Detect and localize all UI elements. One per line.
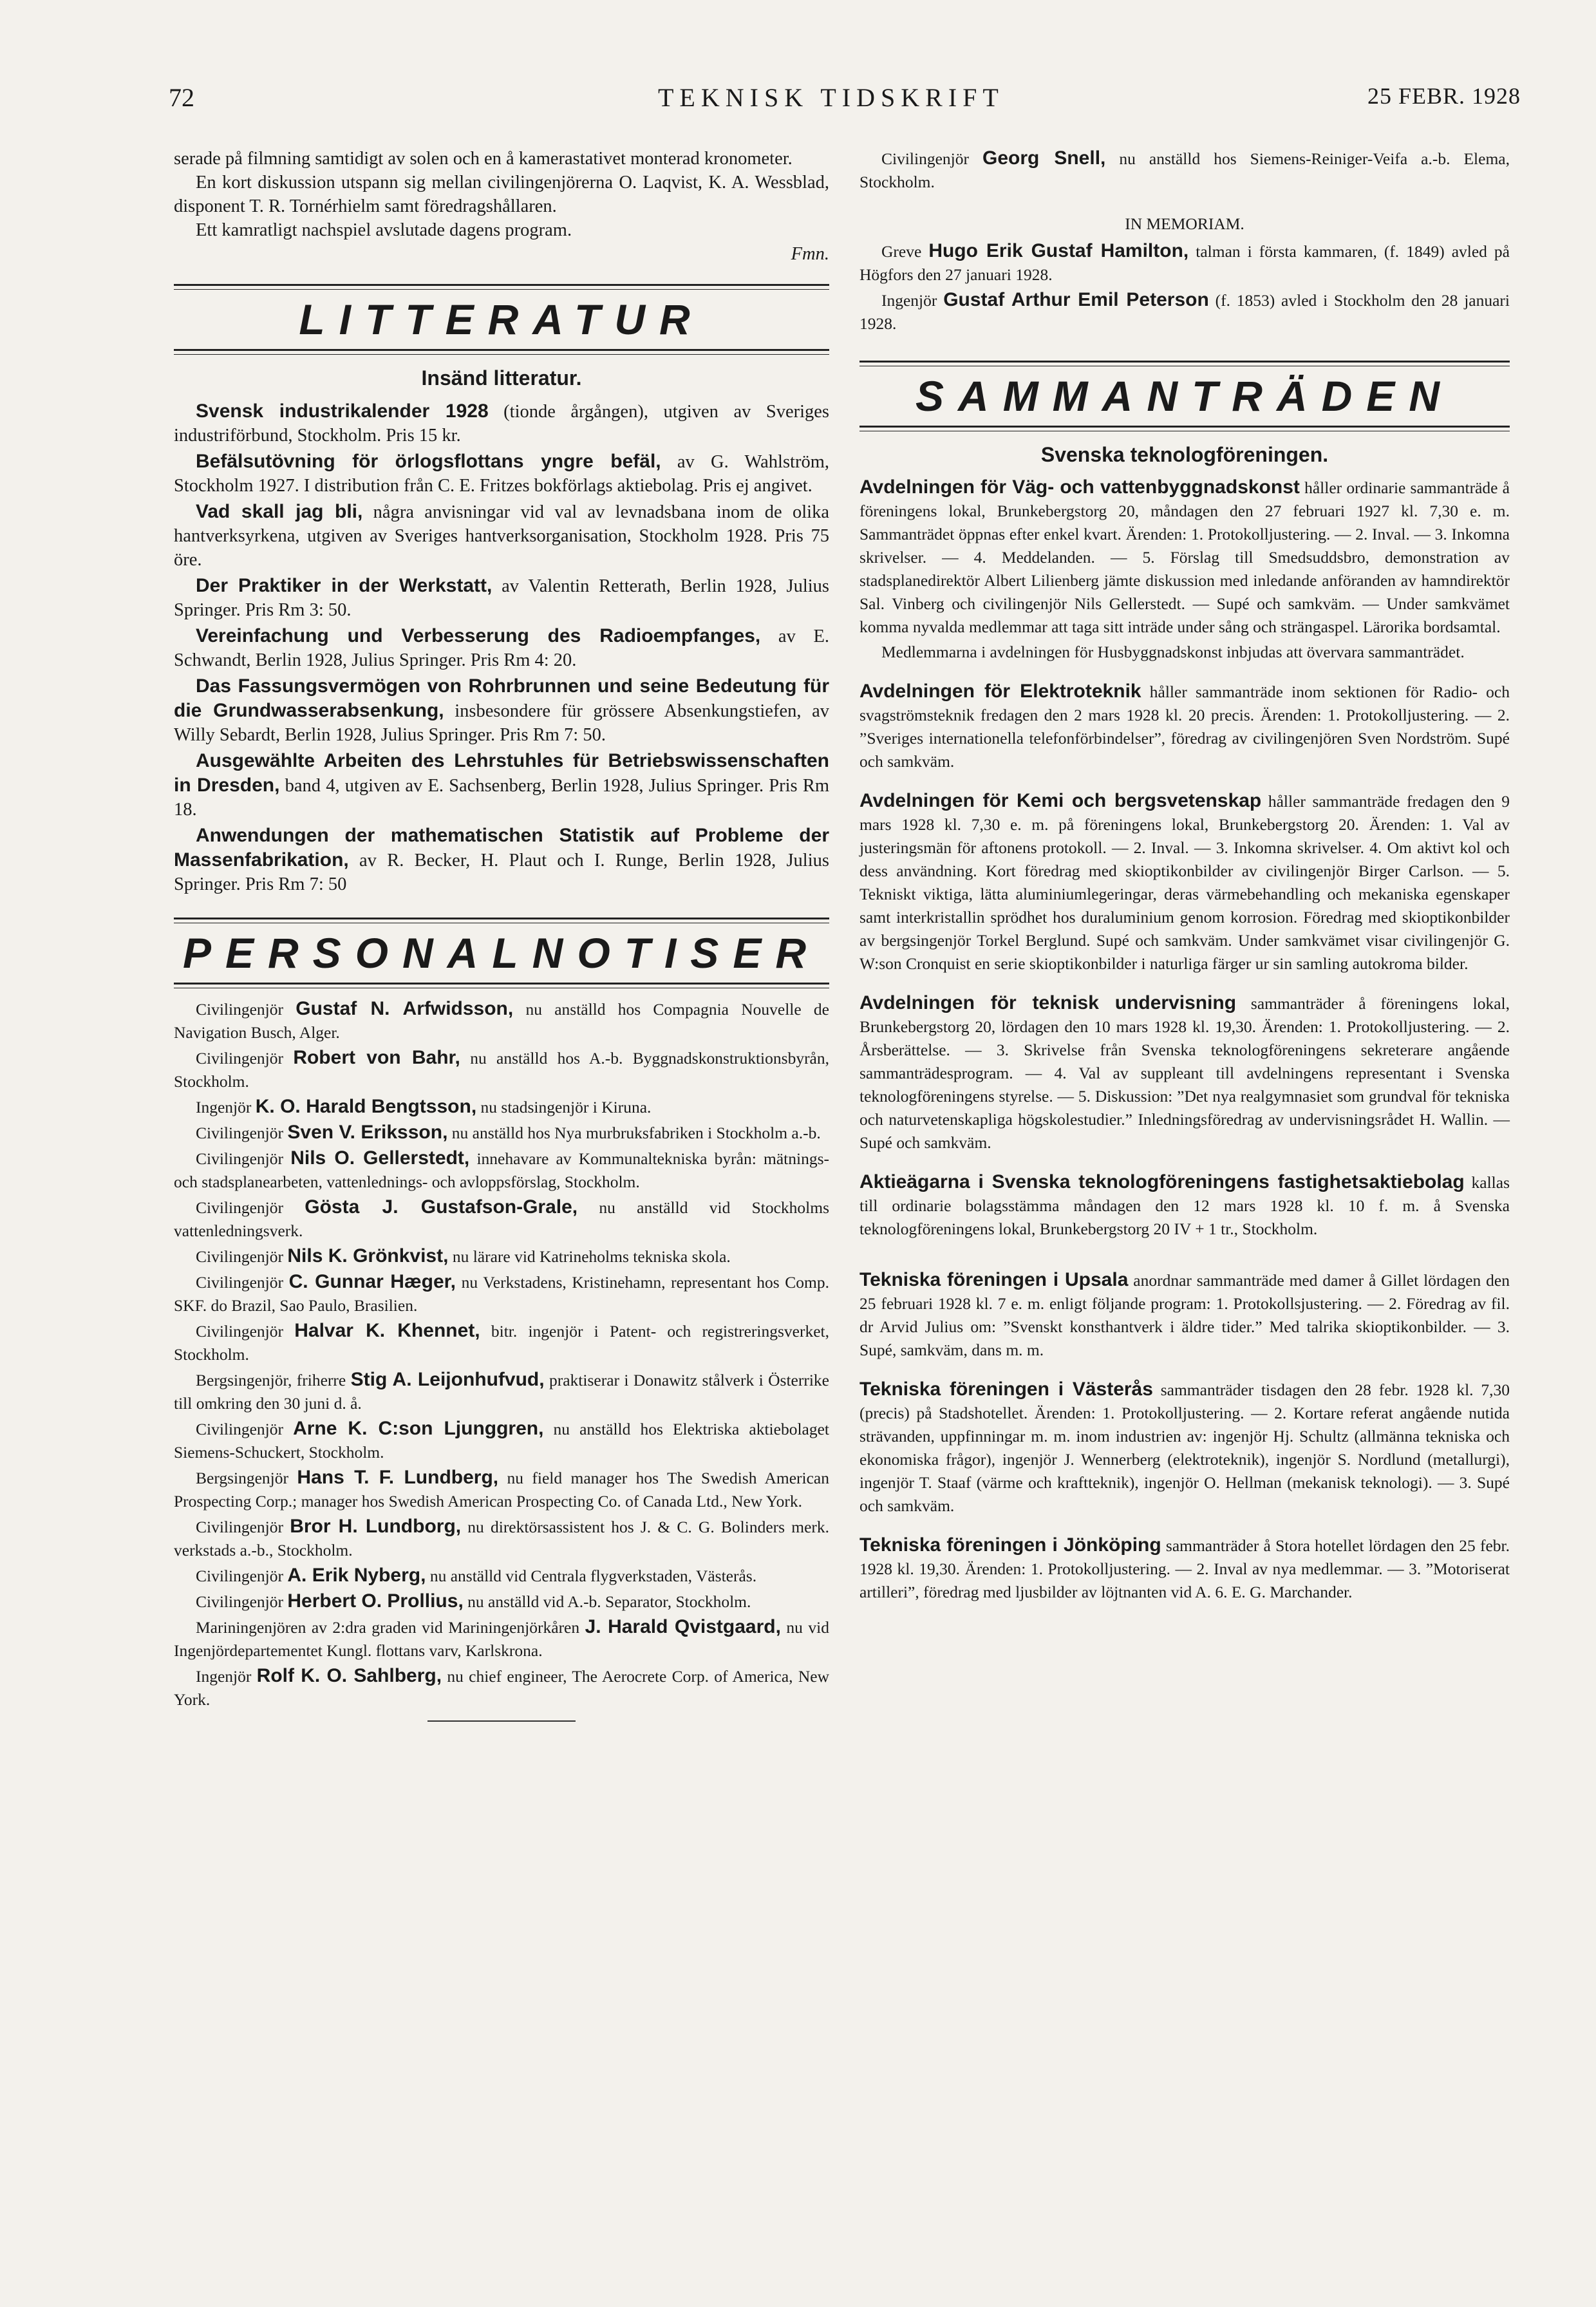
intro-paragraph: Ett kamratligt nachspiel avslutade dagens program. xyxy=(196,220,572,240)
personal-item: Civilingenjör Arne K. C:son Ljunggren, nu anställd hos Elektriska aktiebolaget Siemens-Schuckert, Stockholm. xyxy=(174,1418,829,1462)
personal-item: Ingenjör K. O. Harald Bengtsson, nu stadsingenjör i Kiruna. xyxy=(196,1096,652,1117)
intro-paragraph: serade på filmning samtidigt av solen och en å kamerastativet monterad kronometer. xyxy=(174,149,793,169)
section-rule xyxy=(174,983,829,988)
personal-item: Civilingenjör Robert von Bahr, nu anställd hos A.-b. Byggnadskonstruktionsbyrån, Stockholm. xyxy=(174,1047,830,1091)
page-header xyxy=(169,82,1521,121)
personal-list xyxy=(174,997,829,1711)
personal-item: Civilingenjör Georg Snell, nu anställd hos Siemens-Reiniger-Veifa a.-b. Elema, Stockholm. xyxy=(859,147,1510,191)
meeting-item: Avdelningen för Väg- och vattenbyggnadskonst håller ordinarie sammanträde å föreningens lokal, Brunkebergstorg 20, måndagen den 27 februari 1927 kl. 7,30 e. m. Sammanträdet öppnas efter enkel kvart. Ärenden: 1. Protokolljustering. — 2. Inval. — 3. Inkomna skrivelser. — 4. Meddelanden. — 5. Förslag till Smedsuddsbro, demonstration av stadsplanedirektör Albert Lilienberg jämte diskussion med inledande anföranden av hamndirektör Sal. Vinberg och civilingenjör Nils Gellerstedt. — Supé och samkväm. — Under samkvämet komma nyvalda medlemmar att taga sitt inträde under sång och strängaspel. Lärorika bordsamtal. xyxy=(859,476,1510,636)
section-rule xyxy=(174,918,829,923)
personal-item: Civilingenjör Sven V. Eriksson, nu anställd hos Nya murbruksfabriken i Stockholm a.-b. xyxy=(196,1122,821,1143)
memoriam-item: Greve Hugo Erik Gustaf Hamilton, talman i första kammaren, (f. 1849) avled på Högfors den 27 januari 1928. xyxy=(859,240,1510,284)
signature: Fmn. xyxy=(791,244,829,264)
meeting-note: Medlemmarna i avdelningen för Husbyggnadskonst inbjudas att övervara sammanträdet. xyxy=(881,643,1465,661)
literature-list xyxy=(174,399,829,896)
subsection-heading: Svenska teknologföreningen. xyxy=(1040,443,1329,466)
section-rule xyxy=(859,361,1510,366)
issue-date: 25 FEBR. 1928 xyxy=(1367,83,1521,109)
personal-item: Bergsingenjör, friherre Stig A. Leijonhufvud, praktiserar i Donawitz stålverk i Österrike till omkring den 30 juni d. å. xyxy=(174,1369,829,1413)
end-rule xyxy=(427,1720,576,1722)
section-banner-litteratur: LITTERATUR xyxy=(299,296,704,343)
literature-item: Befälsutövning för örlogsflottans yngre befäl, av G. Wahlström, Stockholm 1927. I distribution från C. E. Fritzes bokförlags aktiebolag. Pris ej angivet. xyxy=(174,451,829,496)
right-column xyxy=(859,147,1510,1606)
literature-item: Svensk industrikalender 1928 (tionde årgången), utgiven av Sveriges industriförbund, Stockholm. Pris 15 kr. xyxy=(174,400,830,446)
section-rule xyxy=(174,349,829,355)
meeting-item: Tekniska föreningen i Västerås sammanträder tisdagen den 28 febr. 1928 kl. 7,30 (precis) på Stadshotellet. Ärenden: 1. Protokolljustering. — 2. Kortare referat angående nutida strävanden, uppfinningar m. m. inom industrien av: ingenjör Hj. Schultz (allmänna tekniska och ekonomiska frågor), ingenjör J. Wennerberg (elektroteknik), ingenjör S. Nordlund (metallurgi), ingenjör T. Staaf (värme och kraftteknik), ingenjör O. Hellman (mekanisk teknologi). — 3. Supé och samkväm. xyxy=(859,1379,1510,1515)
literature-item: Ausgewählte Arbeiten des Lehrstuhles für Betriebswissenschaften in Dresden, band 4, utgiven av E. Sachsenberg, Berlin 1928, Julius Springer. Pris Rm 18. xyxy=(174,750,830,820)
personal-item: Ingenjör Rolf K. O. Sahlberg, nu chief engineer, The Aerocrete Corp. of America, New York. xyxy=(174,1665,829,1709)
memoriam-item: Ingenjör Gustaf Arthur Emil Peterson (f. 1853) avled i Stockholm den 28 januari 1928. xyxy=(859,289,1510,333)
intro-paragraph: En kort diskussion utspann sig mellan civilingenjörerna O. Laqvist, K. A. Wessblad, disponent T. R. Tornérhielm samt föredragshållaren. xyxy=(174,173,829,216)
personal-item: Civilingenjör C. Gunnar Hæger, nu Verkstadens, Kristinehamn, representant hos Comp. SKF. do Brazil, Sao Paulo, Brasilien. xyxy=(174,1271,829,1315)
meeting-item: Avdelningen för teknisk undervisning sammanträder å föreningens lokal, Brunkebergstorg 20, lördagen den 10 mars 1928 kl. 19,30. Ärenden: 1. Protokolljustering. — 2. Årsberättelse. — 3. Skrivelse från Svenska teknologföreningens sekreterare angående sammanträdesprogram. — 4. Val av suppleant till avdelningens representant i Svenska teknologföreningens styrelse. — 5. Diskussion: ”Det nya realgymnasiet som grundval för tekniska och naturvetenskapliga högskolestudier.” Inledningsföredrag av undervisningsrådet H. Wallin. — Supé och samkväm. xyxy=(859,992,1510,1152)
section-rule xyxy=(174,284,829,290)
left-column xyxy=(174,147,829,1722)
personal-item: Bergsingenjör Hans T. F. Lundberg, nu field manager hos The Swedish American Prospecting Corp.; manager hos Swedish American Prospecting Co. of Canada Ltd., New York. xyxy=(174,1467,829,1511)
literature-item: Vereinfachung und Verbesserung des Radioempfanges, av E. Schwandt, Berlin 1928, Julius Springer. Pris Rm 4: 20. xyxy=(174,625,829,670)
literature-item: Vad skall jag bli, några anvisningar vid val av levnadsbana inom de olika hantverksyrkena, utgiven av Sveriges hantverksorganisation, Stockholm 1928. Pris 75 öre. xyxy=(174,501,829,570)
meeting-item: Avdelningen för Elektroteknik håller sammanträde inom sektionen för Radio- och svagströmsteknik fredagen den 2 mars 1928 kl. 20 precis. Ärenden: 1. Protokolljustering. — 2. ”Sveriges internationella telefonförbindelser”, föredrag av civilingenjören Sven Nordström. Supé och samkväm. xyxy=(859,681,1510,771)
personal-item: Civilingenjör Bror H. Lundborg, nu direktörsassistent hos J. & C. G. Bolinders merk. verkstads a.-b., Stockholm. xyxy=(174,1516,830,1559)
journal-title: TEKNISK TIDSKRIFT xyxy=(658,83,1004,112)
section-banner-sammantraden: SAMMANTRÄDEN xyxy=(915,372,1454,420)
personal-item: Civilingenjör Nils K. Grönkvist, nu lärare vid Katrineholms tekniska skola. xyxy=(196,1245,731,1266)
section-rule xyxy=(859,426,1510,431)
meeting-item: Avdelningen för Kemi och bergsvetenskap håller sammanträde fredagen den 9 mars 1928 kl. 7,30 e. m. på föreningens lokal, Brunkebergstorg 20. Ärenden: 1. Val av justeringsmän för aftonens protokoll. — 2. Inval. — 3. Inkomna skrivelser. 4. Om aktivt kol och dess användning. Kort föredrag med skioptikonbilder av civilingenjör Birger Carlson. — 5. Tekniskt viktiga, lätta aluminiumlegeringar, deras värmebehandling och mekaniska egenskaper samt interkristallin sprödhet hos duraluminium genom korrosion. Föredrag med skioptikonbilder av bergsingenjör Torkel Berglund. Supé och samkväm. Under samkvämet visar civilingenjör G. W:son Cronquist en serie skioptikonbilder i naturliga färger ur sin samling autokroma bilder. xyxy=(859,790,1510,973)
page-number: 72 xyxy=(169,83,194,112)
literature-item: Der Praktiker in der Werkstatt, av Valentin Retterath, Berlin 1928, Julius Springer. Pris Rm 3: 50. xyxy=(174,575,829,620)
meeting-item: Tekniska föreningen i Upsala anordnar sammanträde med damer å Gillet lördagen den 25 februari 1928 kl. 7 e. m. enligt följande program: 1. Protokollsjustering. — 2. Föredrag av fil. dr Arvid Julius om: ”Svenskt konsthantverk i äldre tider.” Med talrika skioptikonbilder. — 3. Supé, samkväm, dans m. m. xyxy=(859,1269,1510,1359)
memoriam-heading: IN MEMORIAM. xyxy=(1125,214,1244,233)
personal-item: Civilingenjör A. Erik Nyberg, nu anställd vid Centrala flygverkstaden, Västerås. xyxy=(196,1565,757,1586)
personal-item: Mariningenjören av 2:dra graden vid Mariningenjörkåren J. Harald Qvistgaard, nu vid Ingenjördepartementet Kungl. flottans varv, Karlskrona. xyxy=(174,1616,830,1660)
personal-item: Civilingenjör Gösta J. Gustafson-Grale, nu anställd vid Stockholms vattenledningsverk. xyxy=(174,1196,830,1240)
personal-item: Civilingenjör Halvar K. Khennet, bitr. ingenjör i Patent- och registreringsverket, Stockholm. xyxy=(174,1320,829,1364)
subsection-heading: Insänd litteratur. xyxy=(421,366,582,390)
personal-item: Civilingenjör Nils O. Gellerstedt, innehavare av Kommunaltekniska byrån: mätnings- och stadsplanearbeten, vattenlednings- och avloppsförslag, Stockholm. xyxy=(174,1147,829,1191)
personal-item: Civilingenjör Herbert O. Prollius, nu anställd vid A.-b. Separator, Stockholm. xyxy=(196,1590,751,1612)
personal-item: Civilingenjör Gustaf N. Arfwidsson, nu anställd hos Compagnia Nouvelle de Navigation Busch, Alger. xyxy=(174,998,829,1042)
meeting-list xyxy=(859,476,1510,1604)
literature-item: Das Fassungsvermögen von Rohrbrunnen und seine Bedeutung für die Grundwasserabsenkung, insbesondere für grössere Absenkungstiefen, av Willy Sebardt, Berlin 1928, Julius Springer. Pris Rm 7: 50. xyxy=(174,675,829,745)
section-banner-personalnotiser: PERSONALNOTISER xyxy=(182,929,821,977)
meeting-item: Tekniska föreningen i Jönköping sammanträder å Stora hotellet lördagen den 25 febr. 1928 kl. 19,30. Ärenden: 1. Protokolljustering. — 2. Inval av nya medlemmar. — 3. ”Motoriserat artilleri”, föredrag med ljusbilder av löjtnanten vid A. 6. E. G. Marchander. xyxy=(859,1534,1510,1601)
literature-item: Anwendungen der mathematischen Statistik auf Probleme der Massenfabrikation, av R. Becker, H. Plaut och I. Runge, Berlin 1928, Julius Springer. Pris Rm 7: 50 xyxy=(174,825,829,894)
meeting-item: Aktieägarna i Svenska teknologföreningens fastighetsaktiebolag kallas till ordinarie bolagsstämma måndagen den 12 mars 1928 kl. 10 f. m. å Svenska teknologföreningens lokal, Brunkebergstorg 20 IV + 1 tr., Stockholm. xyxy=(859,1171,1510,1238)
